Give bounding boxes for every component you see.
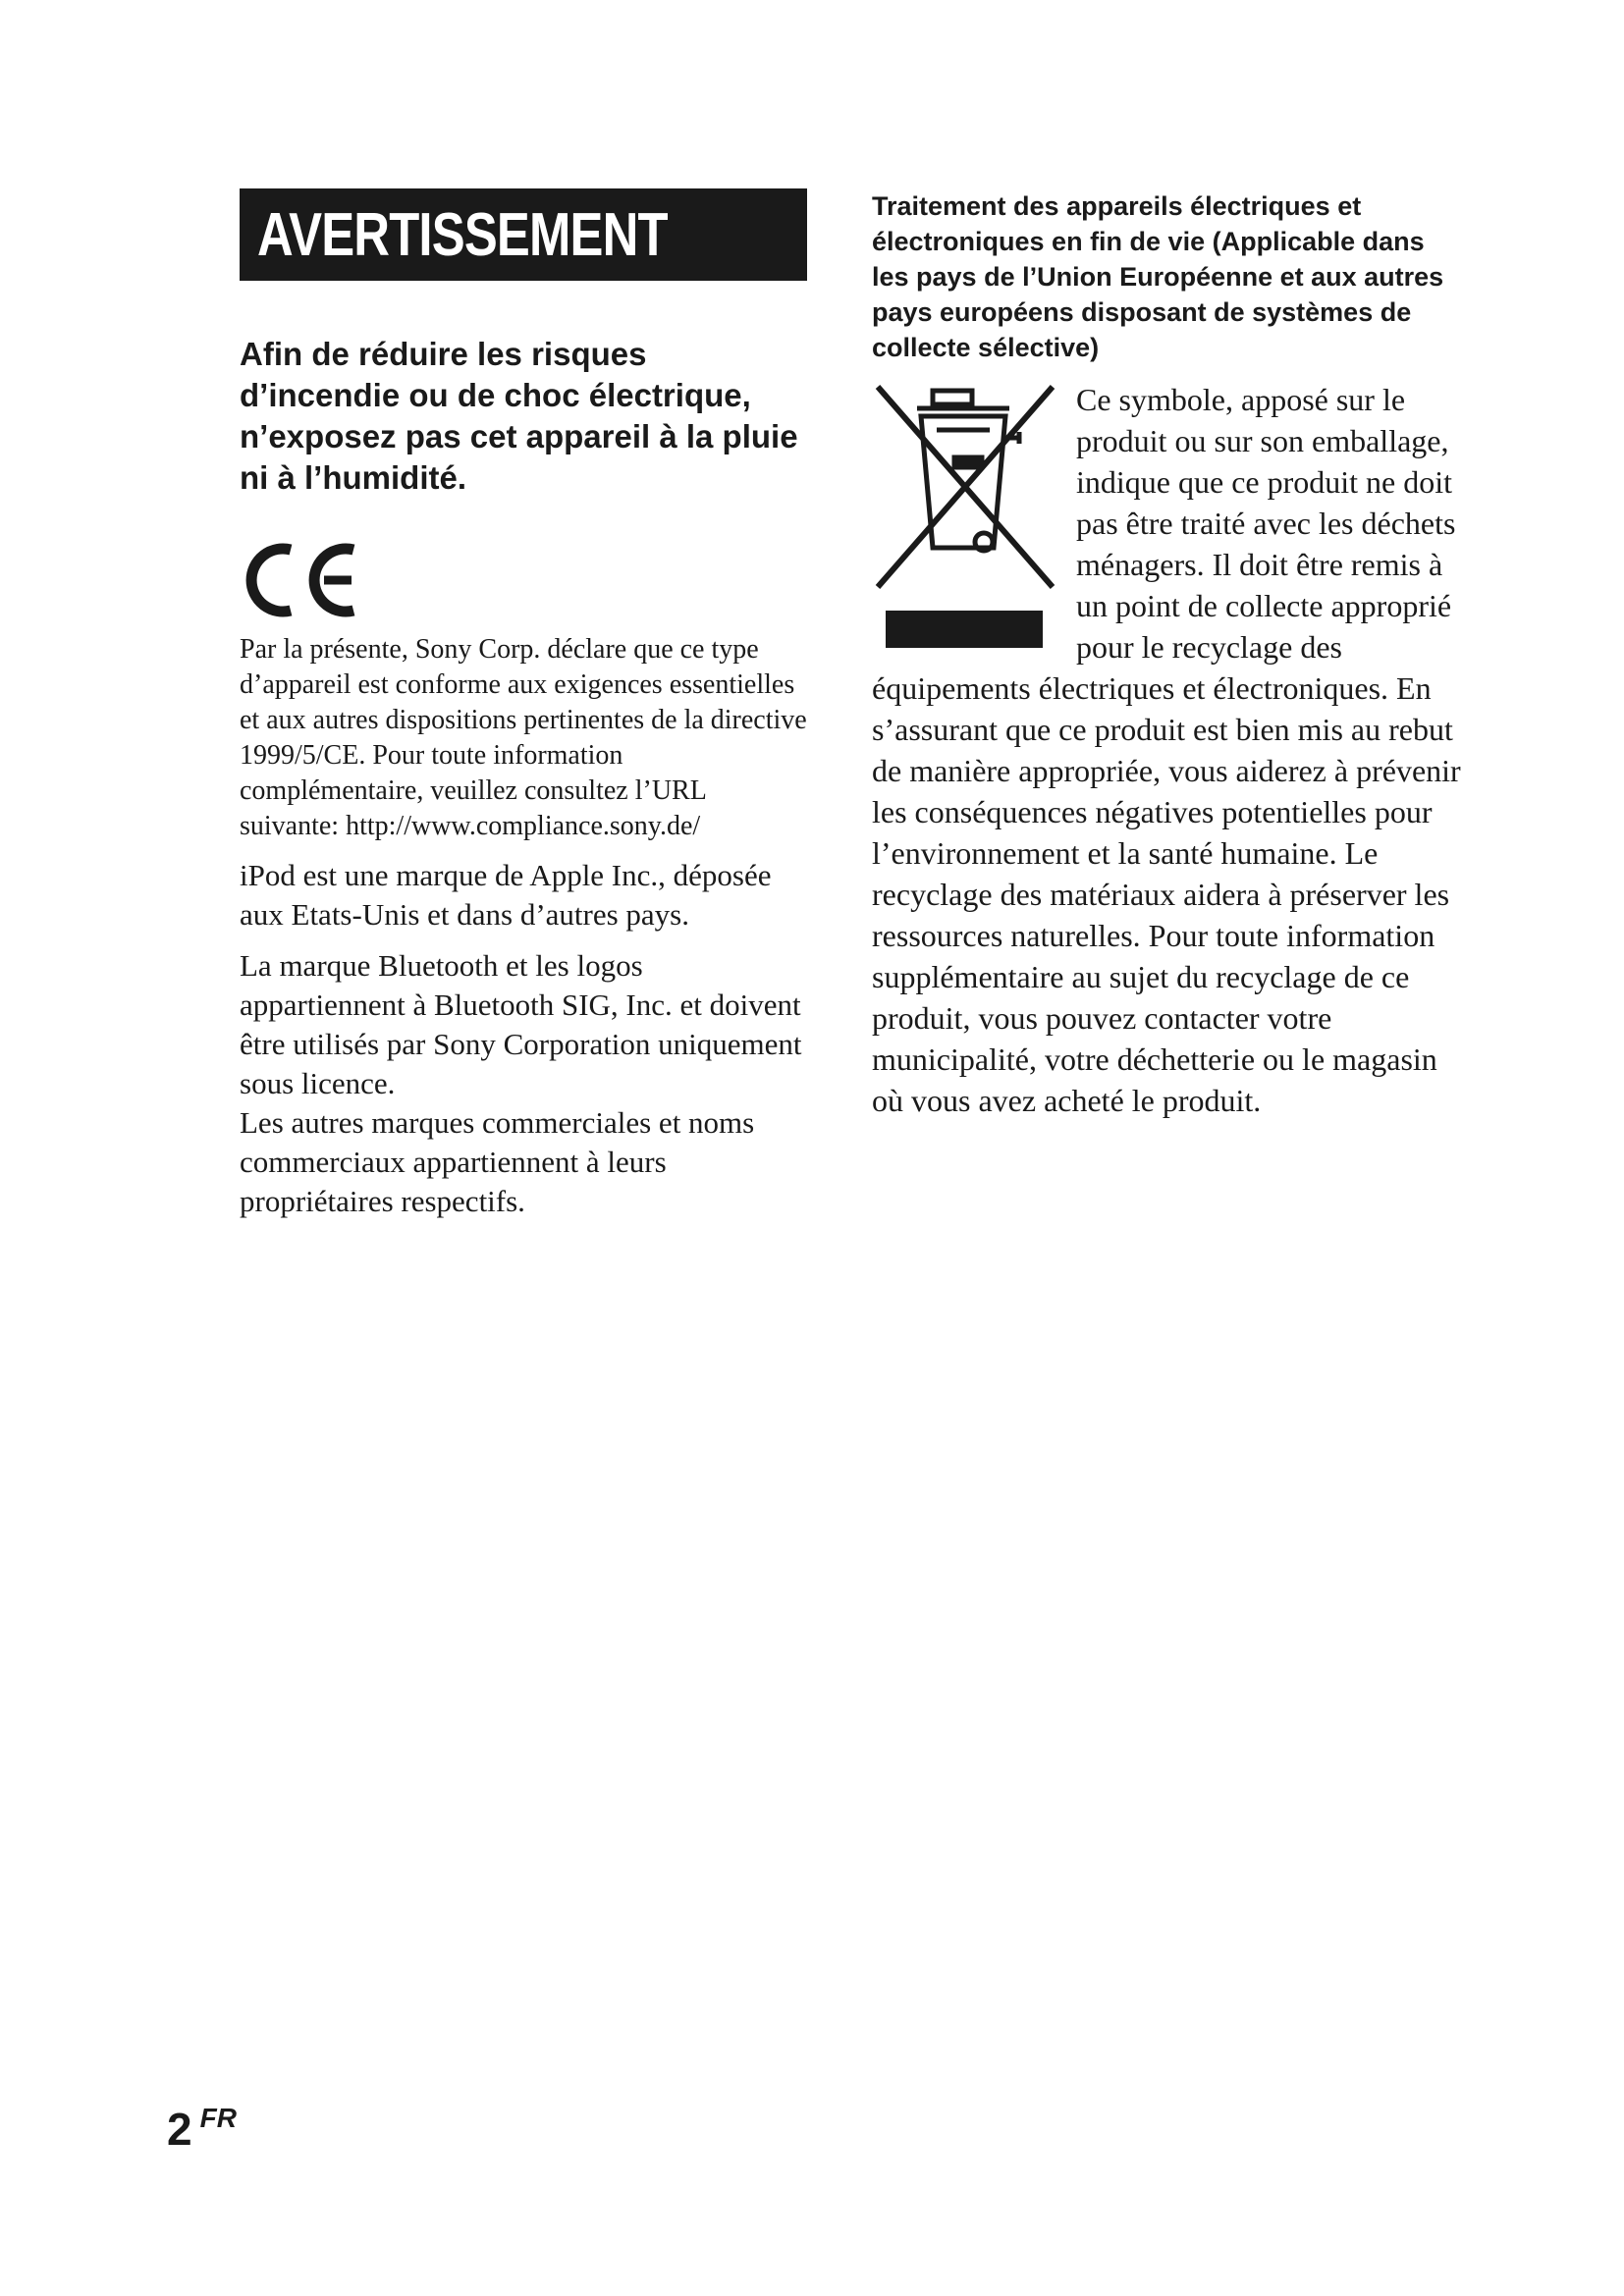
warning-text: Afin de réduire les risques d’incendie ou de choc électrique, n’exposez pas cet appareil à la pluie ni à l’humidité. (240, 336, 798, 496)
page-language: FR (199, 2103, 237, 2133)
crossed-out-wheelie-bin-icon (872, 379, 1058, 654)
recycling-body: Ce symbole, apposé sur le produit ou sur son emballage, indique que ce produit ne doit pas être traité avec les déchets ménagers. Il doit être remis à un point de collecte approprié pour le recyclage des équipements électriques et électroniques. En s’assurant que ce produit est bien mis au rebut de manière appropriée, vous aiderez à prévenir les conséquences négatives potentielles pour l’environnement et la santé humaine. Le recyclage des matériaux aidera à préserver les ressources naturelles. Pour toute information supplémentaire au sujet du recyclage de ce produit, vous pouvez contacter votre municipalité, votre déchetterie ou le magasin où vous avez acheté le produit. (872, 382, 1461, 1118)
declaration-text: Par la présente, Sony Corp. déclare que ce type d’appareil est conforme aux exigences essentielles et aux autres dispositions pertinentes de la directive 1999/5/CE. Pour toute information complémentaire, veuillez consultez l’URL suivante: http://www.compliance.sony.de/ (240, 634, 807, 841)
page-number: 2 (167, 2104, 192, 2155)
page-footer (167, 2103, 237, 2156)
other-trademarks-text: Les autres marques commerciales et noms commerciaux appartiennent à leurs propriétaires respectifs. (240, 1105, 755, 1218)
recycling-heading: Traitement des appareils électriques et électroniques en fin de vie (Applicable dans les pays de l’Union Européenne et aux autres pays européens disposant de systèmes de collecte sélective) (872, 191, 1444, 362)
ipod-trademark-text: iPod est une marque de Apple Inc., déposée aux Etats-Unis et dans d’autres pays. (240, 858, 772, 932)
warning-title: AVERTISSEMENT (257, 200, 668, 269)
ce-mark-icon (240, 538, 361, 622)
recycling-section (872, 379, 1461, 1121)
warning-banner (240, 188, 807, 281)
bluetooth-trademark-text: La marque Bluetooth et les logos appartiennent à Bluetooth SIG, Inc. et doivent être utilisés par Sony Corporation uniquement sous licence. (240, 948, 802, 1100)
left-column (240, 188, 807, 1221)
right-column (872, 188, 1461, 1121)
